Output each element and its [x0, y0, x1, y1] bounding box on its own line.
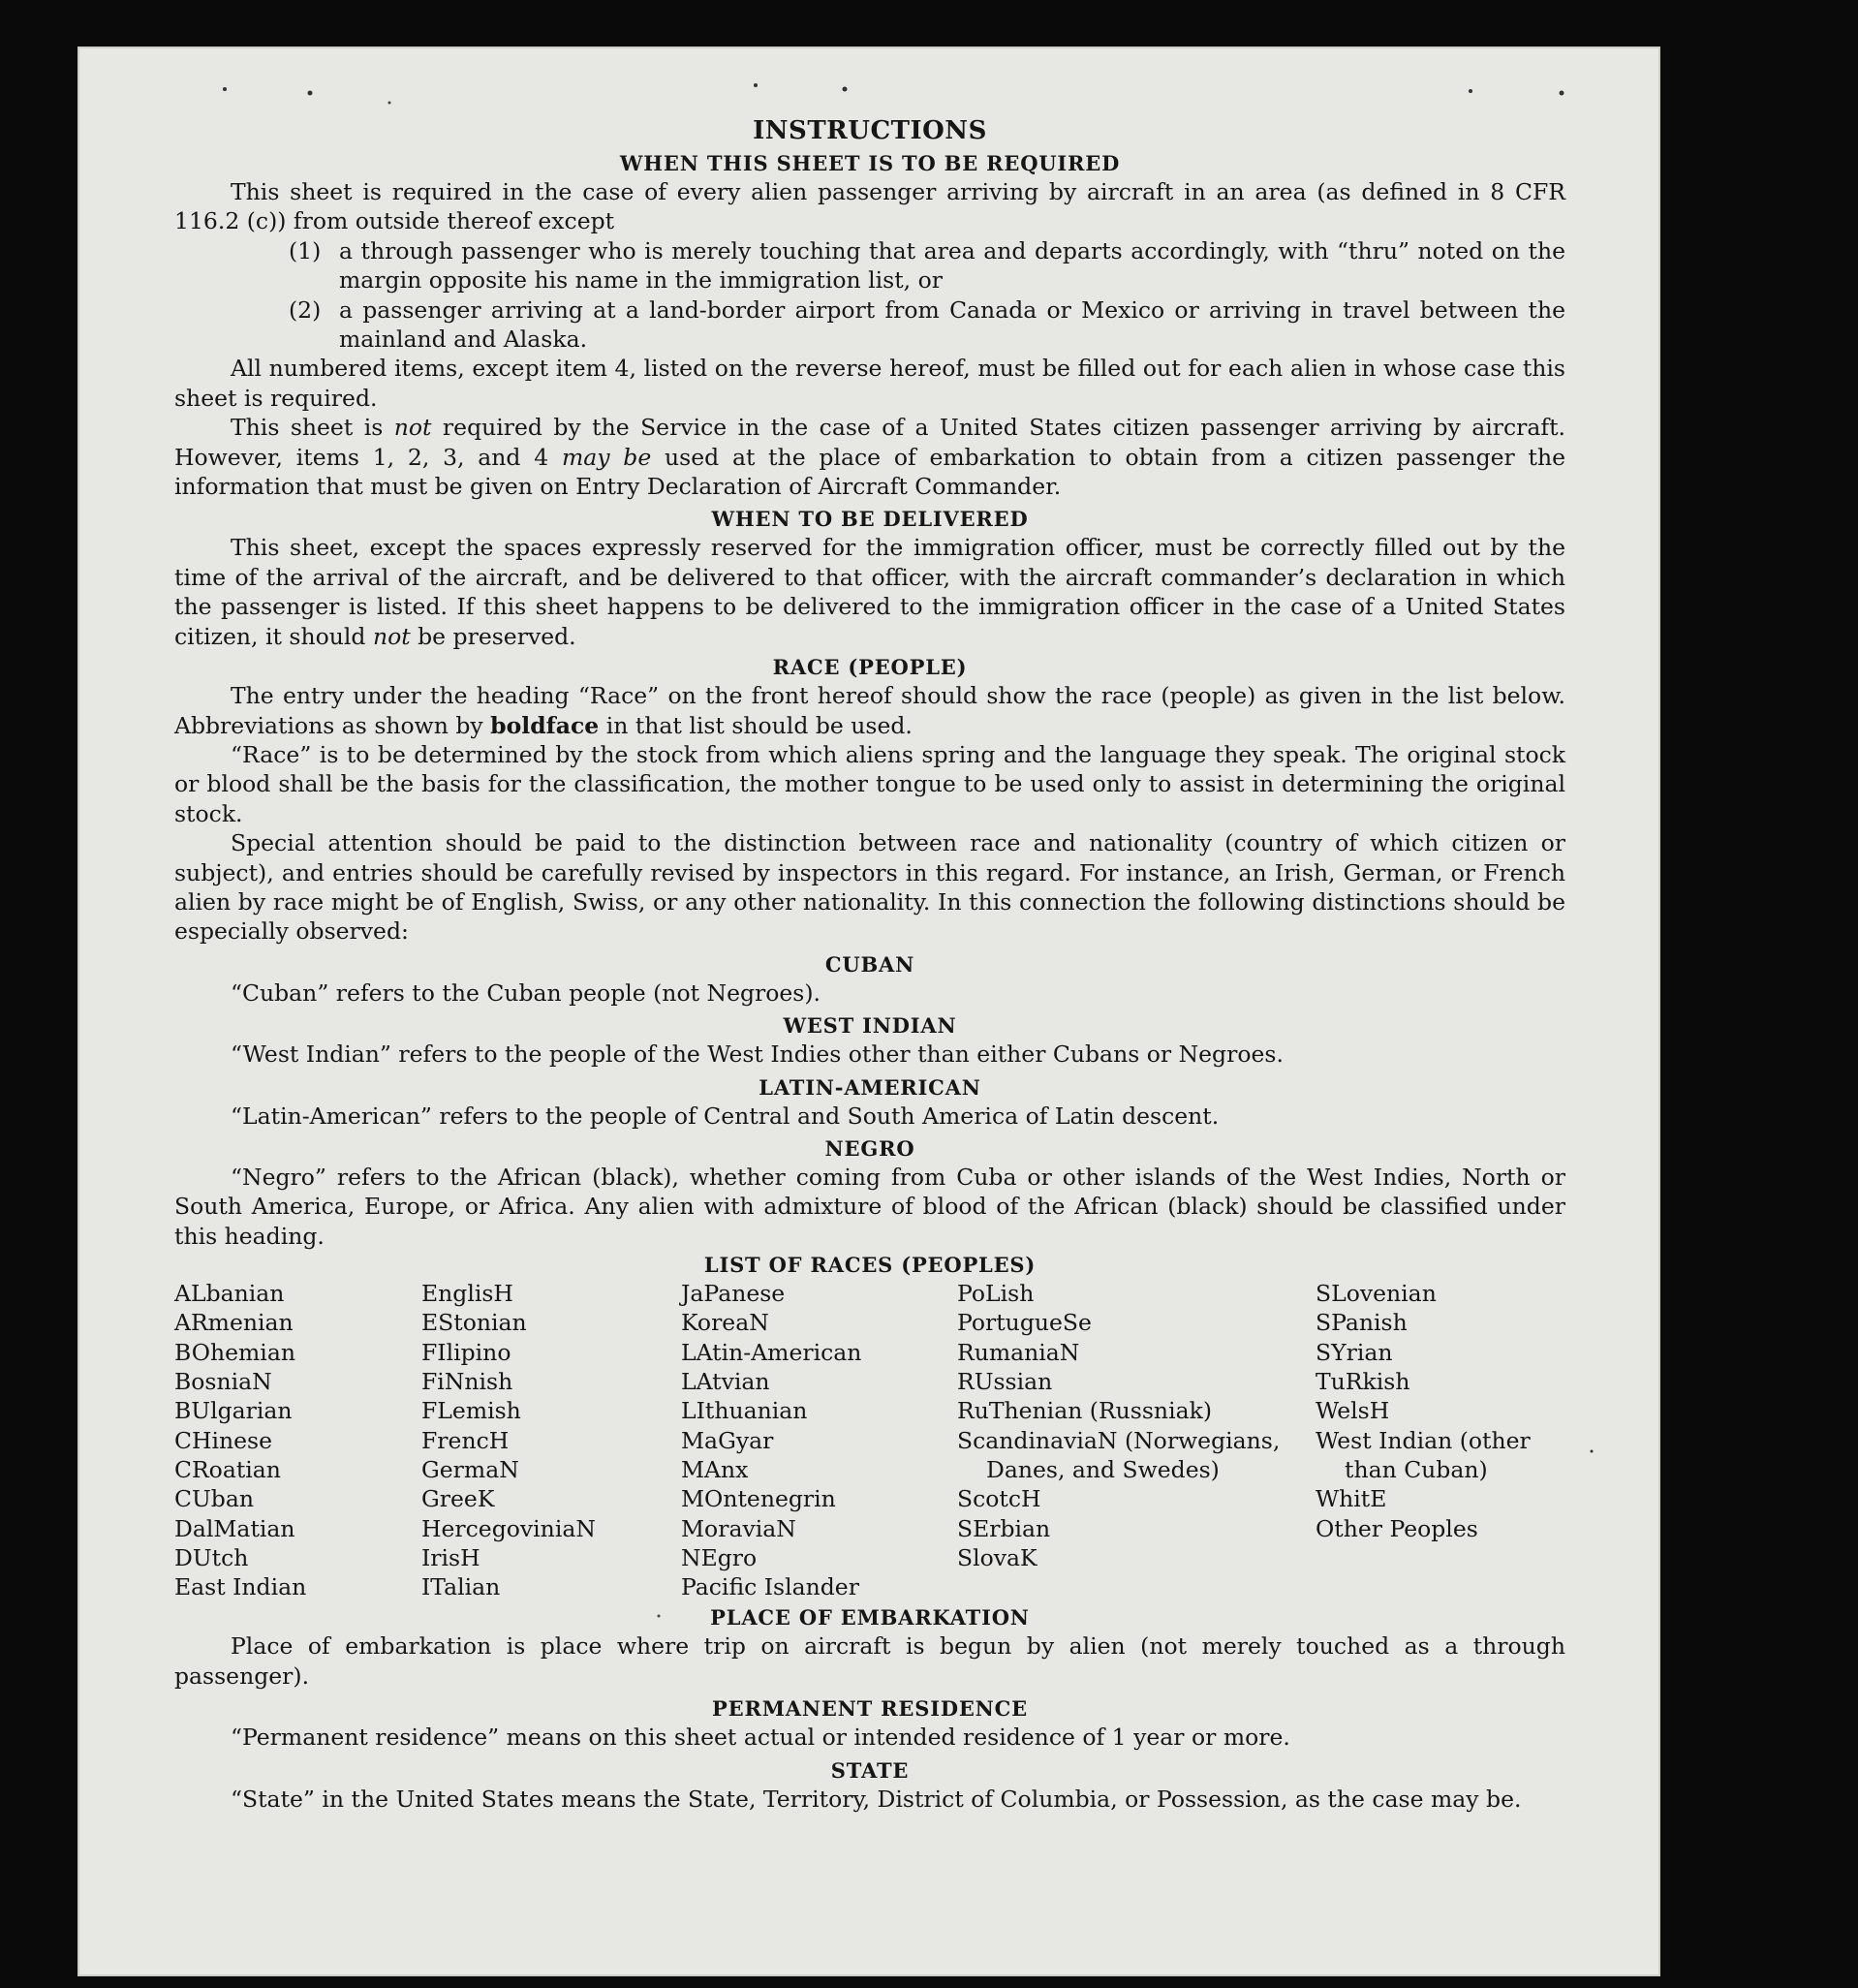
delivery-text-not: not	[372, 622, 411, 650]
race-entry: RumaniaN	[957, 1338, 1080, 1366]
heading-state: STATE	[830, 1757, 910, 1783]
exception-item-2-text: a passenger arriving at a land-border airport from Canada or Mexico or arriving in travel between the mainland and Alaska.	[339, 295, 1565, 354]
race-entry: MOntenegrin	[681, 1485, 836, 1513]
citizen-text-a: This sheet is	[231, 414, 394, 442]
heading-cuban: CUBAN	[824, 951, 915, 977]
race-entry: JaPanese	[681, 1280, 786, 1308]
paragraph-numbered-items: All numbered items, except item 4, listed on the reverse hereof, must be filled out for each alien in whose case this sheet is required.	[174, 355, 1565, 412]
race-entry: CHinese	[174, 1426, 272, 1454]
race-entry: RUssian	[957, 1368, 1053, 1396]
race-entry: CUban	[174, 1485, 254, 1513]
race-entry: ITalian	[421, 1573, 501, 1601]
instructions-content	[174, 116, 1565, 1814]
race-entry: BosniaN	[174, 1368, 272, 1396]
race-entry-boldface: boldface	[490, 711, 600, 739]
race-entry: SYrian	[1316, 1338, 1393, 1366]
race-entry: DalMatian	[174, 1514, 295, 1542]
race-entry: GreeK	[421, 1485, 495, 1513]
race-entry: West Indian (other than Cuban)	[1316, 1426, 1531, 1483]
heading-when-required: WHEN THIS SHEET IS TO BE REQUIRED	[619, 151, 1121, 175]
heading-place-of-embarkation: PLACE OF EMBARKATION	[710, 1605, 1030, 1631]
race-entry: East Indian	[174, 1573, 307, 1601]
race-entry: MoraviaN	[681, 1514, 796, 1542]
race-entry: Other Peoples	[1316, 1514, 1478, 1542]
paragraph-race-entry	[174, 681, 1565, 740]
races-column-5	[1316, 1279, 1565, 1601]
heading-race: RACE (PEOPLE)	[772, 655, 968, 680]
race-entry: DUtch	[174, 1543, 249, 1571]
race-entry: FrencH	[421, 1426, 510, 1454]
race-entry: LAtin-American	[681, 1338, 862, 1366]
race-entry: SLovenian	[1316, 1280, 1437, 1308]
race-entry: TuRkish	[1316, 1368, 1410, 1396]
exception-item-1-number: (1)	[289, 236, 322, 264]
exception-item-1-text: a through passenger who is merely touching that area and departs accordingly, with “thru” noted on the margin opposite his name in the immigration list, or	[339, 236, 1565, 295]
races-list	[174, 1279, 1565, 1601]
race-entry: LIthuanian	[681, 1397, 808, 1425]
race-entry-text-b: in that list should be used.	[599, 711, 913, 739]
race-entry: WhitE	[1316, 1485, 1387, 1513]
race-entry: SPanish	[1316, 1309, 1408, 1337]
race-entry: MaGyar	[681, 1426, 774, 1454]
race-entry: WelsH	[1316, 1397, 1390, 1425]
race-entry: HercegoviniaN	[421, 1514, 596, 1542]
race-entry: BOhemian	[174, 1338, 295, 1366]
paragraph-race-nationality: Special attention should be paid to the distinction between race and nationality (country of which citizen or subject), and entries should be carefully revised by inspectors in this regard. For instance, an Irish, German, or French alien by race might be of English, Swiss, or any other nationality. In this connection the following distinctions should be especially observed:	[174, 829, 1565, 946]
race-entry: FLemish	[421, 1397, 521, 1425]
races-column-4	[957, 1279, 1316, 1601]
race-entry: ARmenian	[174, 1309, 294, 1337]
race-entry: LAtvian	[681, 1368, 770, 1396]
race-entry: BUlgarian	[174, 1397, 293, 1425]
race-entry: IrisH	[421, 1543, 480, 1571]
heading-west-indian: WEST INDIAN	[783, 1013, 957, 1039]
paragraph-latin-american: “Latin-American” refers to the people of Central and South America of Latin descent.	[231, 1102, 1220, 1130]
citizen-text-not: not	[393, 414, 432, 442]
race-entry: MAnx	[681, 1455, 749, 1483]
race-entry: FiNnish	[421, 1368, 513, 1396]
document-page	[77, 47, 1660, 1976]
exception-item-2-number: (2)	[289, 295, 322, 324]
race-entry: SlovaK	[957, 1543, 1037, 1571]
paragraph-race-definition: “Race” is to be determined by the stock from which aliens spring and the language they speak. The original stock or blood shall be the basis for the classification, the mother tongue to be used only to assist in determining the original stock.	[174, 740, 1565, 827]
paragraph-negro: “Negro” refers to the African (black), whether coming from Cuba or other islands of the West Indies, North or South America, Europe, or Africa. Any alien with admixture of blood of the African (black) should be classified under this heading.	[174, 1163, 1565, 1250]
delivery-text-a: This sheet, except the spaces expressly reserved for the immigration officer, must be correctly filled out by the time of the arrival of the aircraft, and be delivered to that officer, with the aircraft commander’s declaration in which the passenger is listed. If this sheet happens to be delivered to the immigration officer in the case of a United States citizen, it should	[174, 534, 1565, 650]
race-entry: PoLish	[957, 1280, 1035, 1308]
race-entry: ScotcH	[957, 1485, 1041, 1513]
race-entry: KoreaN	[681, 1309, 769, 1337]
heading-latin-american: LATIN-AMERICAN	[759, 1074, 981, 1100]
paragraph-delivery	[174, 533, 1565, 651]
race-entry: NEgro	[681, 1543, 758, 1571]
race-entry: ALbanian	[174, 1280, 285, 1308]
races-column-1	[174, 1279, 421, 1601]
page-title: INSTRUCTIONS	[753, 116, 987, 145]
paragraph-state: “State” in the United States means the State, Territory, District of Columbia, or Possession, as the case may be.	[231, 1785, 1522, 1813]
race-entry: GermaN	[421, 1455, 519, 1483]
race-entry: CRoatian	[174, 1455, 281, 1483]
citizen-text-may-be: may be	[561, 443, 652, 471]
paragraph-west-indian: “West Indian” refers to the people of the West Indies other than either Cubans or Negroes.	[231, 1041, 1284, 1069]
citizen-text-b: required by the Service in the case of a United States citizen passenger arriving by aircraft. However, items 1, 2, 3, and 4	[174, 414, 1565, 471]
paragraph-permanent-residence: “Permanent residence” means on this sheet actual or intended residence of 1 year or more.	[231, 1724, 1290, 1752]
paragraph-citizen-passenger	[174, 413, 1565, 501]
race-entry: EStonian	[421, 1309, 527, 1337]
paragraph-embarkation: Place of embarkation is place where trip on aircraft is begun by alien (not merely touched as a through passenger).	[174, 1632, 1565, 1690]
races-column-2	[421, 1279, 681, 1601]
citizen-text-c: used at the place of embarkation to obtain from a citizen passenger the information that must be given on Entry Declaration of Aircraft Commander.	[174, 443, 1566, 501]
paragraph-required-intro: This sheet is required in the case of every alien passenger arriving by aircraft in an area (as defined in 8 CFR 116.2 (c)) from outside thereof except	[174, 178, 1565, 235]
races-column-3	[681, 1279, 957, 1601]
race-entry-text-a: The entry under the heading “Race” on the front hereof should show the race (people) as given in the list below. Abbreviations as shown by	[174, 682, 1565, 739]
race-entry: ScandinaviaN (Norwegians, Danes, and Swedes)	[957, 1426, 1281, 1483]
race-entry: PortugueSe	[957, 1309, 1092, 1337]
heading-permanent-residence: PERMANENT RESIDENCE	[712, 1696, 1028, 1722]
delivery-text-b: be preserved.	[410, 622, 576, 650]
race-entry: EnglisH	[421, 1280, 513, 1308]
race-entry: FIlipino	[421, 1338, 511, 1366]
race-entry: SErbian	[957, 1514, 1051, 1542]
race-entry: Pacific Islander	[681, 1573, 859, 1601]
paragraph-cuban: “Cuban” refers to the Cuban people (not Negroes).	[231, 978, 821, 1007]
race-entry: RuThenian (Russniak)	[957, 1397, 1212, 1425]
heading-negro: NEGRO	[824, 1135, 915, 1161]
exception-item-1	[289, 236, 1565, 295]
exception-item-2	[289, 295, 1565, 355]
heading-when-delivered: WHEN TO BE DELIVERED	[711, 507, 1029, 532]
heading-list-of-races: LIST OF RACES (PEOPLES)	[703, 1253, 1037, 1278]
